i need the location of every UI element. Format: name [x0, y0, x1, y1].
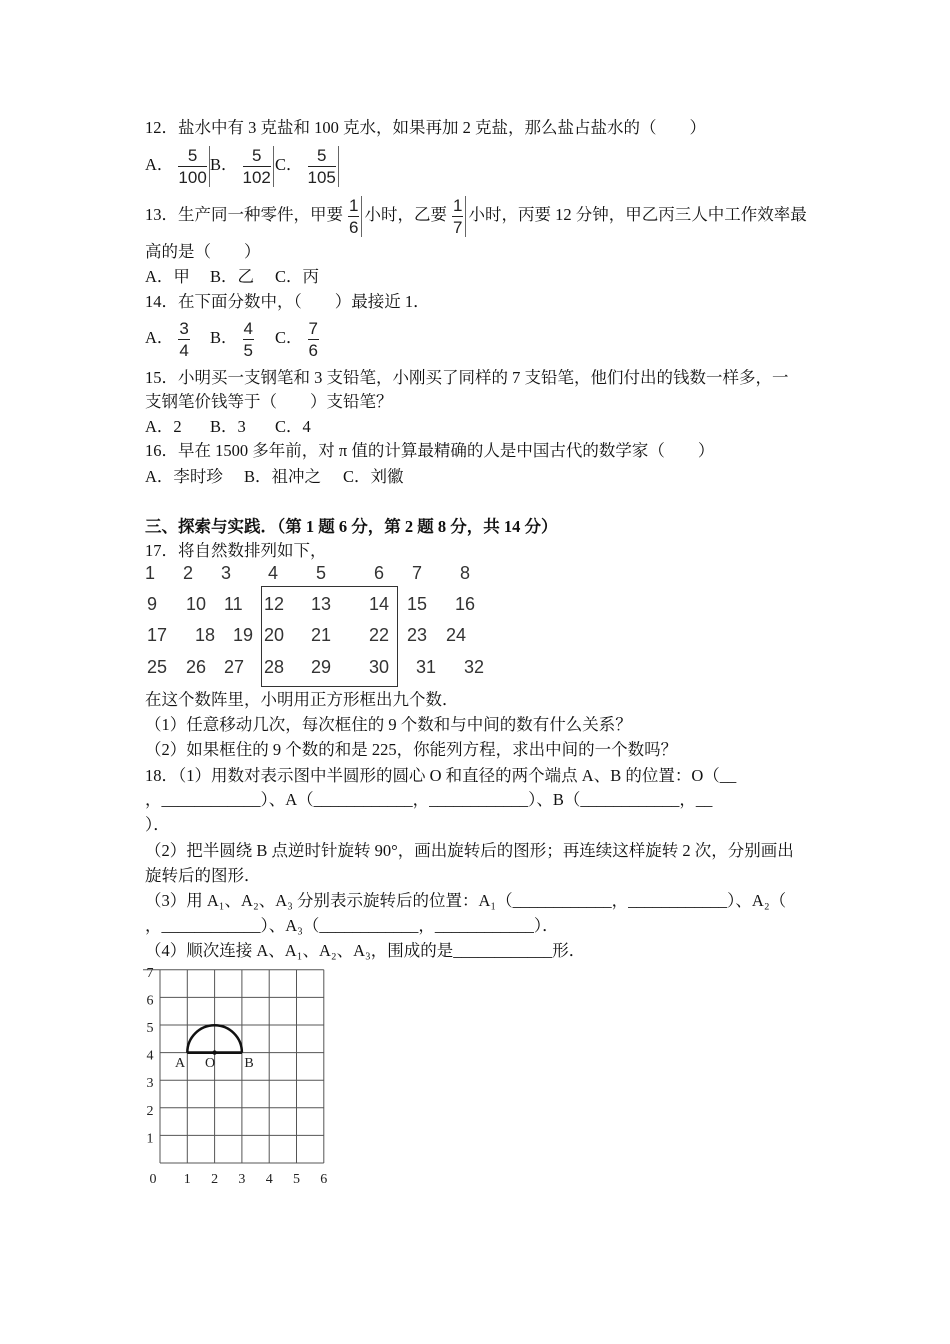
q12-option-a	[145, 143, 210, 187]
q13-option-b: B．乙	[210, 267, 255, 286]
number-cell: 18	[195, 625, 216, 645]
fraction-numerator: 3	[179, 318, 189, 338]
number-cell: 9	[147, 594, 158, 614]
x-tick-label: 2	[211, 1172, 219, 1187]
option-label: C．	[275, 155, 303, 174]
point-label-a: A	[174, 1056, 186, 1071]
q17-stem: 17．将自然数排列如下，	[145, 541, 327, 560]
y-tick-label: 5	[146, 1021, 154, 1036]
option-label: C．	[275, 328, 303, 347]
q16-option-a: A．李时珍	[145, 467, 223, 486]
q16-option-b: B．祖冲之	[244, 467, 322, 486]
number-cell: 20	[264, 625, 285, 645]
number-cell: 13	[311, 594, 332, 614]
fraction	[243, 146, 274, 187]
fraction	[308, 146, 339, 187]
number-cell: 8	[460, 563, 471, 583]
q14-option-c	[275, 316, 340, 360]
fraction-denominator: 6	[308, 340, 318, 360]
q16-option-c: C．刘徽	[343, 467, 404, 486]
q15-option-c: C．4	[275, 417, 311, 436]
number-cell: 27	[224, 657, 245, 677]
q17-note: 在这个数阵里，小明用正方形框出九个数．	[145, 690, 459, 709]
number-cell: 3	[221, 563, 232, 583]
q16-stem: 16．早在 1500 多年前，对 π 值的计算最精确的人是中国古代的数学家（ ）	[145, 441, 715, 460]
q13-stem-part1: 13．生产同一种零件，甲要	[145, 205, 343, 224]
x-tick-label: 6	[320, 1172, 328, 1187]
fraction	[178, 146, 209, 187]
fraction-numerator: 5	[178, 146, 206, 167]
fraction-numerator: 4	[243, 318, 253, 338]
number-cell: 11	[224, 594, 243, 614]
x-tick-label: 4	[265, 1172, 273, 1187]
fraction	[178, 319, 189, 360]
q15-option-a: A．2	[145, 417, 182, 436]
q13-stem-line2: 高的是（ ）	[145, 242, 261, 261]
grid-lines	[143, 970, 324, 1163]
number-cell: 17	[147, 625, 168, 645]
q13-options	[145, 267, 340, 287]
q14-option-b	[210, 316, 275, 360]
number-cell: 28	[264, 657, 285, 677]
number-cell: 10	[186, 594, 207, 614]
number-cell: 16	[455, 594, 476, 614]
number-cell: 25	[147, 657, 168, 677]
number-cell: 1	[145, 563, 156, 583]
number-cell: 31	[416, 657, 437, 677]
section-heading: 三、探索与实践．（第 1 题 6 分，第 2 题 8 分，共 14 分）	[145, 517, 558, 536]
q18-line: ）．	[145, 815, 170, 834]
y-tick-label: 1	[146, 1131, 154, 1147]
square-frame	[261, 586, 398, 687]
q13-stem-part2: 小时，乙要	[364, 205, 447, 224]
q15-option-b: B．3	[210, 417, 246, 436]
q18-line: （2）把半圆绕 B 点逆时针旋转 90°，画出旋转后的图形；再连续这样旋转 2 次，分别画出	[145, 841, 794, 860]
q17-part1: （1）任意移动几次，每次框住的 9 个数和与中间的数有什么关系？	[145, 715, 632, 734]
q13-option-a: A．甲	[145, 267, 190, 286]
x-tick-label: 5	[293, 1172, 300, 1187]
fraction-denominator: 6	[349, 217, 359, 237]
q13-stem	[145, 193, 807, 237]
fraction-denominator: 100	[178, 167, 207, 187]
number-cell: 30	[369, 657, 390, 677]
fraction-numerator: 1	[452, 195, 463, 215]
point-label-b: B	[244, 1056, 254, 1071]
q18-line: 18．（1）用数对表示图中半圆形的圆心 O 和直径的两个端点 A、B 的位置：O（__	[145, 766, 737, 785]
q17-part2: （2）如果框住的 9 个数的和是 225，你能列方程，求出中间的一个数吗？	[145, 740, 678, 759]
q13-option-c: C．丙	[275, 267, 320, 286]
x-tick-label: 0	[149, 1172, 157, 1187]
q14-options	[145, 316, 340, 360]
number-cell: 12	[264, 594, 285, 614]
number-cell: 19	[233, 625, 254, 645]
center-point-o	[212, 1050, 216, 1054]
number-cell: 15	[407, 594, 428, 614]
number-cell: 4	[268, 563, 279, 583]
q14-stem: 14．在下面分数中，（ ）最接近 1．	[145, 292, 430, 311]
fraction	[452, 196, 466, 237]
fraction-numerator: 5	[308, 146, 336, 167]
x-tick-label: 1	[183, 1172, 191, 1187]
number-cell: 29	[311, 657, 332, 677]
q18-line: （3）用 A₁、A₂、A₃ 分别表示旋转后的位置：A₁（____________，____________）、A₂（	[145, 891, 787, 910]
number-cell: 22	[369, 625, 390, 645]
number-cell: 32	[464, 657, 485, 677]
number-cell: 23	[407, 625, 428, 645]
q18-line: （4）顺次连接 A、A₁、A₂、A₃，围成的是____________形．	[145, 941, 586, 960]
option-label: A．	[145, 328, 174, 347]
number-cell: 14	[369, 594, 390, 614]
number-cell: 6	[374, 563, 385, 583]
number-cell: 24	[446, 625, 467, 645]
q12-options	[145, 143, 340, 187]
fraction-denominator: 4	[179, 340, 189, 360]
y-tick-label: 7	[146, 965, 154, 981]
number-cell: 21	[311, 625, 332, 645]
fraction-denominator: 5	[243, 340, 253, 360]
fraction-denominator: 105	[307, 167, 336, 187]
y-tick-label: 3	[146, 1076, 154, 1092]
q15-stem-line2: 支钢笔价钱等于（ ）支铅笔？	[145, 392, 393, 411]
number-cell: 26	[186, 657, 207, 677]
y-tick-label: 4	[146, 1048, 154, 1064]
y-tick-label: 6	[146, 993, 154, 1009]
point-label-o: O	[204, 1056, 216, 1071]
y-axis-labels	[147, 966, 154, 1147]
q18-line: ，____________）、A₃（____________，____________）．	[145, 916, 559, 935]
fraction-numerator: 7	[308, 318, 318, 338]
q12-option-c	[275, 143, 340, 187]
fraction-denominator: 102	[242, 167, 271, 187]
number-cell: 7	[412, 563, 423, 583]
option-label: A．	[145, 155, 174, 174]
fraction-numerator: 5	[243, 146, 271, 167]
q18-line: ，____________）、A（____________，____________）、B（____________，__	[145, 790, 713, 809]
fraction-denominator: 7	[452, 217, 463, 237]
fraction	[243, 319, 254, 360]
fraction	[348, 196, 362, 237]
option-label: B．	[210, 155, 238, 174]
option-label: B．	[210, 328, 238, 347]
q12-option-b	[210, 143, 275, 187]
number-cell: 2	[183, 563, 194, 583]
q13-stem-part3: 小时，丙要 12 分钟，甲乙丙三人中工作效率最	[468, 205, 807, 224]
q15-options	[145, 417, 340, 437]
fraction-numerator: 1	[349, 195, 359, 215]
q14-option-a	[145, 316, 210, 360]
x-tick-label: 3	[238, 1172, 246, 1187]
coordinate-grid	[140, 958, 340, 1193]
q12-stem: 12．盐水中有 3 克盐和 100 克水，如果再加 2 克盐，那么盐占盐水的（ ）	[145, 118, 706, 137]
q18-line: 旋转后的图形．	[145, 866, 261, 885]
q16-options	[145, 467, 442, 487]
x-axis-labels	[150, 1172, 328, 1187]
number-cell: 5	[316, 563, 327, 583]
q15-stem-line1: 15．小明买一支钢笔和 3 支铅笔，小刚买了同样的 7 支铅笔，他们付出的钱数一样多，一	[145, 368, 789, 387]
fraction	[308, 319, 319, 360]
y-tick-label: 2	[146, 1103, 154, 1119]
